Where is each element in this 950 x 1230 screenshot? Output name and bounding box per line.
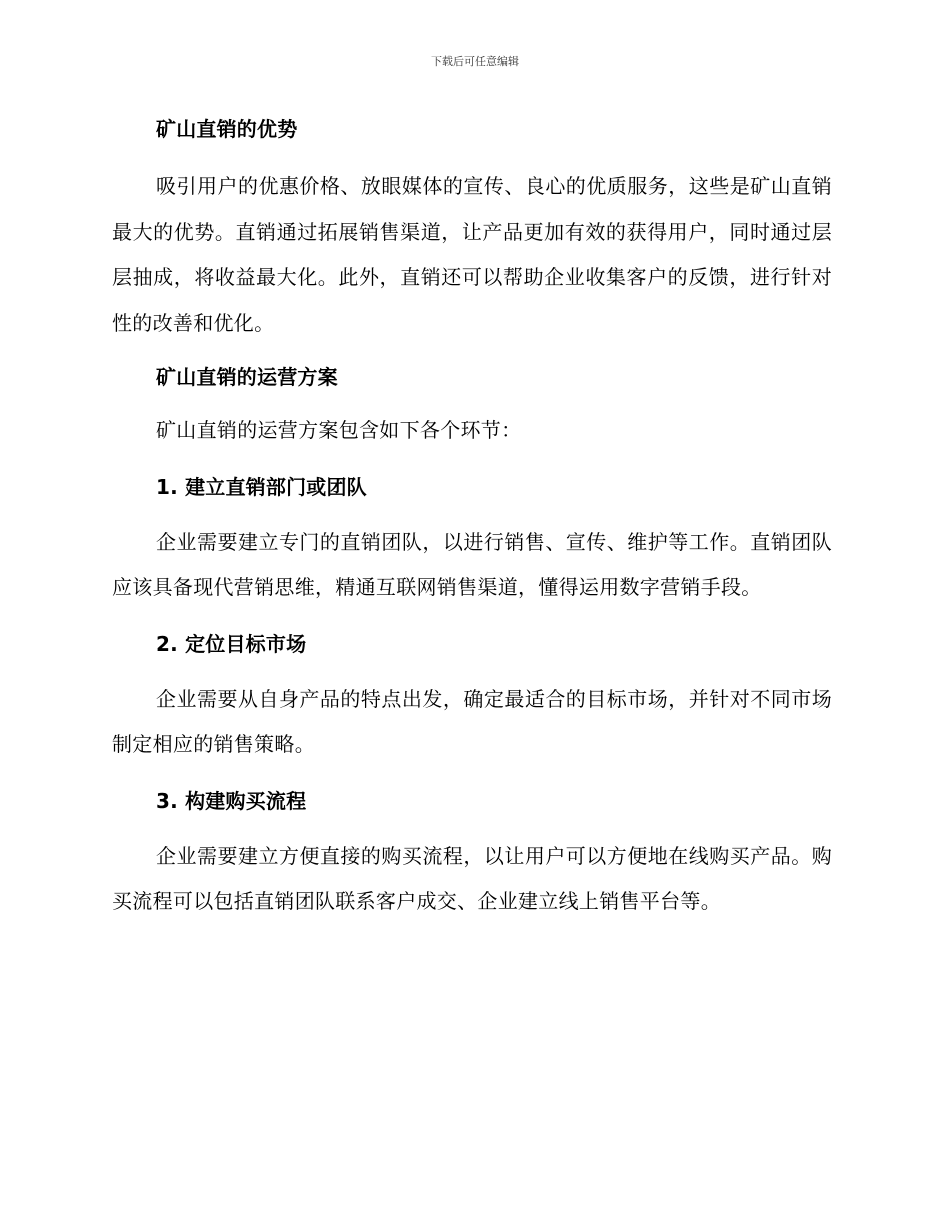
section-paragraph-purchase-flow: 企业需要建立方便直接的购买流程，以让用户可以方便地在线购买产品。购买流程可以包括直销团队联系客户成交、企业建立线上销售平台等。 — [112, 843, 832, 913]
section-paragraph-operation-plan: 矿山直销的运营方案包含如下各个环节： — [156, 418, 522, 442]
section-heading-operation-plan: 矿山直销的运营方案 — [156, 365, 338, 389]
section-paragraph-advantages: 吸引用户的优惠价格、放眼媒体的宣传、良心的优质服务，这些是矿山直销最大的优势。直销通过拓展销售渠道，让产品更加有效的获得用户，同时通过层层抽成，将收益最大化。此外，直销还可以帮助企业收集客户的反馈，进行针对性的改善和优化。 — [112, 174, 832, 335]
section-heading-target-market: 2. 定位目标市场 — [156, 631, 307, 656]
section-heading-build-team: 1. 建立直销部门或团队 — [156, 474, 367, 499]
section-heading-advantages: 矿山直销的优势 — [156, 117, 298, 141]
section-heading-purchase-flow: 3. 构建购买流程 — [156, 788, 307, 813]
header-note: 下载后可任意编辑 — [431, 55, 519, 68]
section-paragraph-target-market: 企业需要从自身产品的特点出发，确定最适合的目标市场，并针对不同市场制定相应的销售策略。 — [112, 686, 832, 756]
section-paragraph-build-team: 企业需要建立专门的直销团队，以进行销售、宣传、维护等工作。直销团队应该具备现代营销思维，精通互联网销售渠道，懂得运用数字营销手段。 — [112, 529, 832, 599]
document-body — [112, 112, 832, 925]
